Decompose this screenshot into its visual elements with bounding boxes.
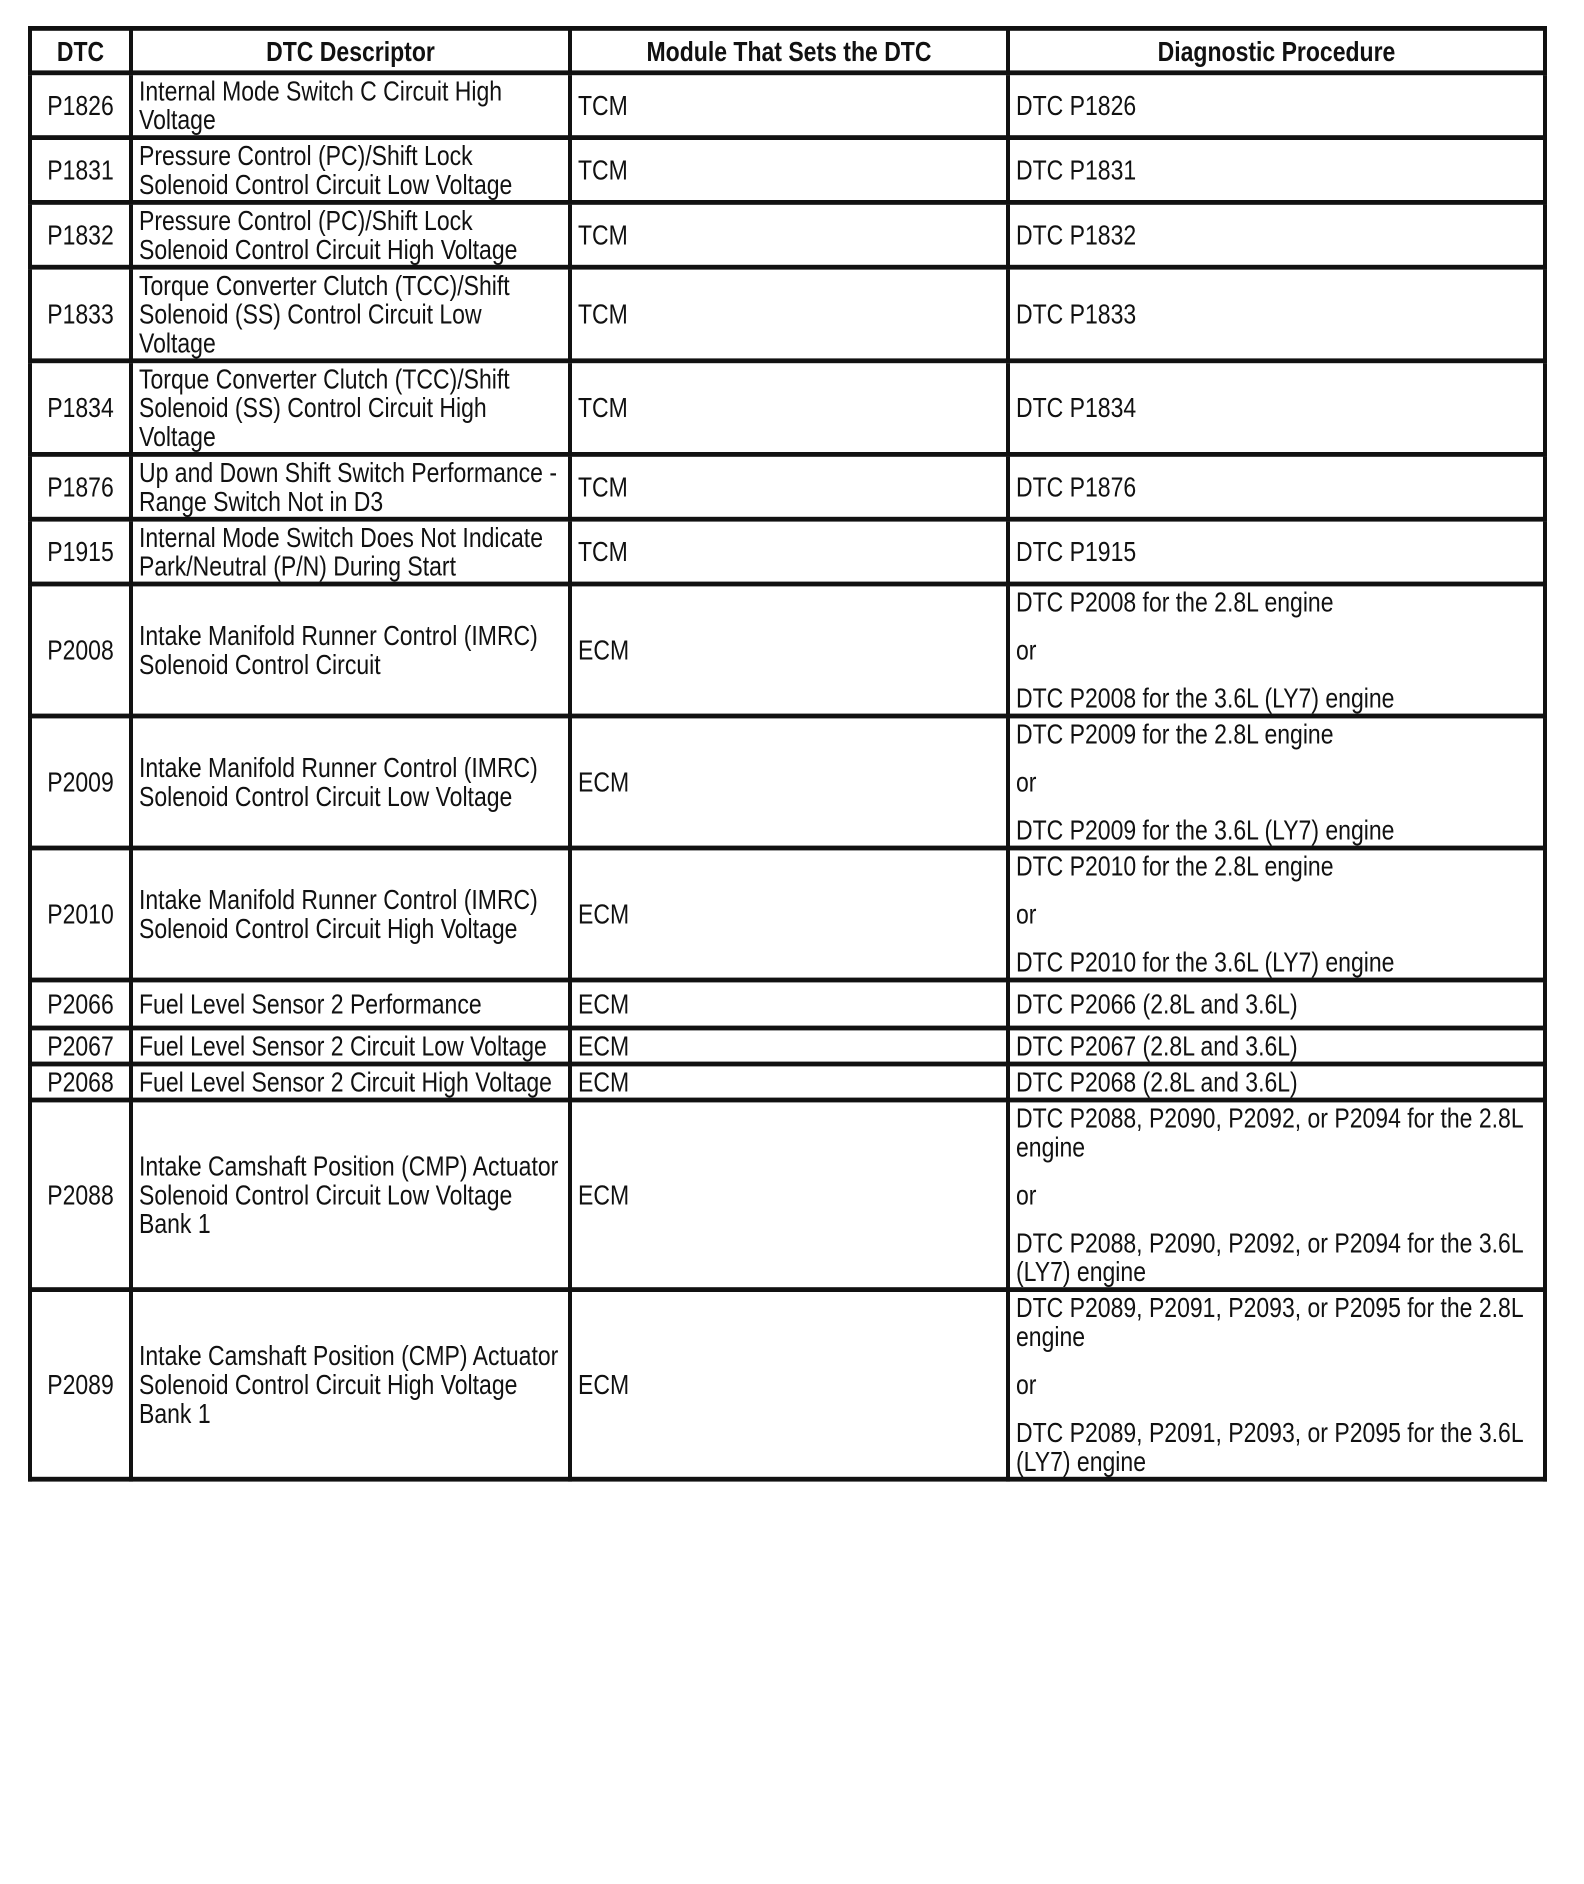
dtc-descriptor: Intake Manifold Runner Control (IMRC) Solenoid Control Circuit — [131, 584, 570, 716]
dtc-descriptor: Torque Converter Clutch (TCC)/Shift Solenoid (SS) Control Circuit High Voltage — [131, 361, 570, 455]
dtc-descriptor: Pressure Control (PC)/Shift Lock Solenoid Control Circuit Low Voltage — [131, 138, 570, 203]
table-row — [30, 584, 1545, 716]
table-row — [30, 848, 1545, 980]
dtc-code: P1826 — [30, 73, 131, 138]
procedure-line: DTC P1876 — [1016, 471, 1137, 503]
dtc-descriptor: Up and Down Shift Switch Performance - Range Switch Not in D3 — [131, 454, 570, 519]
dtc-descriptor: Fuel Level Sensor 2 Performance — [131, 980, 570, 1028]
table-body — [30, 73, 1545, 1479]
dtc-code: P2088 — [30, 1100, 131, 1290]
diagnostic-procedure — [1008, 1290, 1545, 1480]
procedure-line: DTC P1832 — [1016, 219, 1137, 251]
procedure-line: DTC P1831 — [1016, 154, 1137, 186]
dtc-code: P1833 — [30, 267, 131, 361]
dtc-module: TCM — [570, 454, 1008, 519]
dtc-module: ECM — [570, 1290, 1008, 1480]
header-descriptor: DTC Descriptor — [131, 28, 570, 72]
dtc-module: ECM — [570, 1100, 1008, 1290]
diagnostic-procedure — [1008, 454, 1545, 519]
dtc-descriptor: Fuel Level Sensor 2 Circuit Low Voltage — [131, 1028, 570, 1064]
dtc-descriptor: Fuel Level Sensor 2 Circuit High Voltage — [131, 1064, 570, 1100]
table-row — [30, 454, 1545, 519]
table-row — [30, 519, 1545, 584]
dtc-code: P2066 — [30, 980, 131, 1028]
diagnostic-procedure — [1008, 138, 1545, 203]
diagnostic-procedure — [1008, 202, 1545, 267]
procedure-line: DTC P1833 — [1016, 298, 1137, 330]
diagnostic-procedure — [1008, 584, 1545, 716]
procedure-line: DTC P2009 for the 2.8L engine — [1016, 718, 1334, 750]
table-row — [30, 267, 1545, 361]
table-row — [30, 1100, 1545, 1290]
procedure-or: or — [1016, 634, 1037, 666]
dtc-code: P2008 — [30, 584, 131, 716]
dtc-code: P2089 — [30, 1290, 131, 1480]
dtc-document — [28, 26, 1543, 1482]
diagnostic-procedure — [1008, 519, 1545, 584]
header-dtc: DTC — [30, 28, 131, 72]
table-row — [30, 361, 1545, 455]
dtc-descriptor: Intake Camshaft Position (CMP) Actuator Solenoid Control Circuit Low Voltage Bank 1 — [131, 1100, 570, 1290]
dtc-descriptor: Torque Converter Clutch (TCC)/Shift Solenoid (SS) Control Circuit Low Voltage — [131, 267, 570, 361]
dtc-module: ECM — [570, 716, 1008, 848]
diagnostic-procedure — [1008, 267, 1545, 361]
dtc-code: P1832 — [30, 202, 131, 267]
procedure-line: DTC P1826 — [1016, 89, 1137, 121]
header-module: Module That Sets the DTC — [570, 28, 1008, 72]
dtc-module: TCM — [570, 519, 1008, 584]
dtc-descriptor: Pressure Control (PC)/Shift Lock Solenoid Control Circuit High Voltage — [131, 202, 570, 267]
dtc-table — [28, 26, 1547, 1482]
table-row — [30, 73, 1545, 138]
procedure-line: DTC P2068 (2.8L and 3.6L) — [1016, 1066, 1298, 1098]
dtc-code: P1834 — [30, 361, 131, 455]
header-procedure: Diagnostic Procedure — [1008, 28, 1545, 72]
dtc-module: TCM — [570, 267, 1008, 361]
procedure-line: DTC P2067 (2.8L and 3.6L) — [1016, 1030, 1298, 1062]
procedure-or: or — [1016, 1179, 1037, 1211]
dtc-descriptor: Intake Camshaft Position (CMP) Actuator Solenoid Control Circuit High Voltage Bank 1 — [131, 1290, 570, 1480]
diagnostic-procedure — [1008, 716, 1545, 848]
procedure-or: or — [1016, 1368, 1037, 1400]
dtc-module: ECM — [570, 1028, 1008, 1064]
dtc-descriptor: Intake Manifold Runner Control (IMRC) Solenoid Control Circuit Low Voltage — [131, 716, 570, 848]
procedure-or: or — [1016, 766, 1037, 798]
dtc-code: P1876 — [30, 454, 131, 519]
dtc-descriptor: Internal Mode Switch C Circuit High Voltage — [131, 73, 570, 138]
procedure-line: DTC P2089, P2091, P2093, or P2095 for the 3.6L (LY7) engine — [1016, 1416, 1523, 1477]
diagnostic-procedure — [1008, 1028, 1545, 1064]
dtc-module: ECM — [570, 980, 1008, 1028]
procedure-line: DTC P2088, P2090, P2092, or P2094 for the 3.6L (LY7) engine — [1016, 1227, 1523, 1288]
table-row — [30, 716, 1545, 848]
dtc-module: ECM — [570, 584, 1008, 716]
table-header-row — [30, 28, 1545, 72]
dtc-module: TCM — [570, 138, 1008, 203]
dtc-code: P1831 — [30, 138, 131, 203]
procedure-line: DTC P2010 for the 3.6L (LY7) engine — [1016, 946, 1395, 978]
procedure-line: DTC P2088, P2090, P2092, or P2094 for the 2.8L engine — [1016, 1102, 1523, 1163]
dtc-module: ECM — [570, 848, 1008, 980]
table-row — [30, 202, 1545, 267]
dtc-code: P1915 — [30, 519, 131, 584]
procedure-line: DTC P1915 — [1016, 536, 1137, 568]
dtc-descriptor: Intake Manifold Runner Control (IMRC) Solenoid Control Circuit High Voltage — [131, 848, 570, 980]
procedure-line: DTC P1834 — [1016, 392, 1137, 424]
dtc-module: ECM — [570, 1064, 1008, 1100]
dtc-module: TCM — [570, 73, 1008, 138]
dtc-descriptor: Internal Mode Switch Does Not Indicate Park/Neutral (P/N) During Start — [131, 519, 570, 584]
procedure-line: DTC P2008 for the 2.8L engine — [1016, 586, 1334, 618]
diagnostic-procedure — [1008, 1064, 1545, 1100]
diagnostic-procedure — [1008, 848, 1545, 980]
procedure-line: DTC P2066 (2.8L and 3.6L) — [1016, 988, 1298, 1020]
dtc-code: P2010 — [30, 848, 131, 980]
dtc-code: P2067 — [30, 1028, 131, 1064]
procedure-line: DTC P2009 for the 3.6L (LY7) engine — [1016, 814, 1395, 846]
procedure-line: DTC P2089, P2091, P2093, or P2095 for the 2.8L engine — [1016, 1292, 1523, 1352]
dtc-code: P2009 — [30, 716, 131, 848]
procedure-line: DTC P2010 for the 2.8L engine — [1016, 850, 1334, 882]
dtc-code: P2068 — [30, 1064, 131, 1100]
table-row — [30, 138, 1545, 203]
diagnostic-procedure — [1008, 73, 1545, 138]
dtc-module: TCM — [570, 202, 1008, 267]
table-row — [30, 980, 1545, 1028]
table-row — [30, 1064, 1545, 1100]
diagnostic-procedure — [1008, 361, 1545, 455]
procedure-line: DTC P2008 for the 3.6L (LY7) engine — [1016, 682, 1395, 714]
procedure-or: or — [1016, 898, 1037, 930]
diagnostic-procedure — [1008, 980, 1545, 1028]
table-row — [30, 1290, 1545, 1480]
dtc-module: TCM — [570, 361, 1008, 455]
diagnostic-procedure — [1008, 1100, 1545, 1290]
table-row — [30, 1028, 1545, 1064]
